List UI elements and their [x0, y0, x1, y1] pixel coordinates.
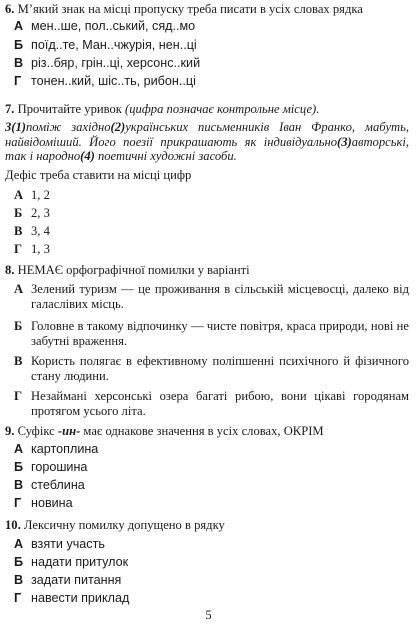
option-text: картоплина	[31, 442, 99, 456]
passage-text: поетичні художні засоби.	[94, 149, 237, 164]
option-letter: В	[14, 224, 23, 238]
suffix-mark: -ин-	[57, 424, 81, 438]
option-letter: Б	[14, 460, 24, 474]
option-d	[14, 389, 409, 419]
question-text: Лексичну помилку допущено в рядку	[23, 518, 225, 532]
gap-mark: (3)	[337, 134, 352, 149]
page-number: 5	[205, 608, 212, 622]
question-number: 6.	[5, 2, 15, 16]
option-letter: Г	[14, 389, 23, 403]
option-d	[14, 242, 409, 257]
option-text: стеблина	[31, 478, 85, 492]
option-text: поїд..те, Ман..чжурія, нен..ці	[31, 38, 197, 52]
question-7-prompt	[5, 168, 409, 183]
option-text: горошина	[31, 460, 88, 474]
option-b	[14, 206, 409, 221]
option-text: Користь полягає в ефективному поліпшенні психічного й фізичного стану людини.	[31, 354, 409, 383]
passage-text: українських письменників Іван Франко, мабуть, найвідоміший. Його поезії прикрашають як індивідуально	[5, 120, 410, 149]
option-text: новина	[31, 496, 73, 510]
option-text: навести приклад	[31, 591, 130, 605]
option-letter: А	[14, 442, 24, 456]
question-text-post: має однакове значення в усіх словах, ОКРІМ	[80, 424, 324, 438]
question-10	[5, 518, 409, 533]
option-text: мен..ше, пол..ський, сяд..мо	[31, 19, 196, 33]
option-letter: В	[14, 573, 24, 587]
option-letter: Г	[14, 496, 22, 510]
option-text: різ..бяр, грін..ці, херсонс..кий	[31, 56, 201, 70]
option-letter: Б	[14, 555, 24, 569]
option-c	[14, 354, 409, 384]
question-6	[5, 2, 409, 17]
option-c	[14, 478, 409, 493]
option-letter: А	[14, 188, 24, 202]
option-letter: В	[14, 354, 23, 368]
option-b	[14, 319, 409, 349]
prompt-text: Дефіс треба ставити на місці цифр	[5, 168, 192, 182]
option-letter: Б	[14, 38, 24, 52]
option-letter: А	[14, 282, 24, 296]
option-a	[14, 537, 409, 552]
question-text: Прочитайте уривок	[17, 102, 122, 116]
option-text: взяти участь	[31, 537, 105, 551]
question-number: 8.	[5, 263, 15, 277]
option-a	[14, 442, 409, 457]
option-text: Незаймані херсонські озера багаті рибою, вони цікаві городянам протягом усього літа.	[31, 389, 409, 418]
option-text: Зелений туризм — це проживання в сільській місцевосці, далеко від галаслівих місць.	[31, 282, 409, 311]
option-letter: Б	[14, 206, 23, 220]
option-letter: А	[14, 537, 24, 551]
option-text: тонен..кий, шіс..ть, рибон..ці	[31, 74, 196, 88]
passage	[5, 120, 409, 164]
option-text: 1, 2	[31, 188, 50, 202]
option-text: 2, 3	[31, 206, 50, 220]
option-a	[14, 282, 409, 312]
option-letter: Г	[14, 591, 22, 605]
gap-mark: (2)	[110, 120, 126, 134]
question-text: НЕМАЄ орфографічної помилки у варіанті	[17, 263, 250, 277]
option-text: надати притулок	[31, 555, 129, 569]
gap-mark: (4)	[80, 149, 95, 164]
option-c	[14, 573, 409, 588]
option-text: задати питання	[31, 573, 122, 587]
option-text: 3, 4	[31, 224, 50, 238]
option-letter: Г	[14, 74, 22, 88]
option-letter: А	[14, 19, 24, 33]
option-b	[14, 38, 409, 53]
question-number: 9.	[5, 424, 15, 438]
option-a	[14, 19, 409, 34]
question-text-pre: Суфікс	[17, 424, 58, 438]
gap-mark: 3(1)	[5, 120, 26, 134]
question-9	[5, 424, 409, 439]
option-letter: Б	[14, 319, 23, 333]
question-7	[5, 102, 409, 117]
option-d	[14, 74, 409, 89]
option-letter: В	[14, 56, 24, 70]
option-d	[14, 591, 409, 606]
option-c	[14, 56, 409, 71]
option-letter: Г	[14, 242, 23, 256]
option-text: 1, 3	[31, 242, 50, 256]
option-a	[14, 188, 409, 203]
option-text: Головне в такому відпочинку — чисте повітря, краса природи, нові не забутні враження.	[31, 319, 409, 348]
option-b	[14, 555, 409, 570]
question-8	[5, 263, 409, 278]
question-note: (цифра позначає контрольне місце).	[125, 102, 320, 116]
passage-text: авторські, так і народно	[5, 134, 409, 164]
option-c	[14, 224, 409, 239]
question-number: 10.	[5, 518, 21, 532]
option-letter: В	[14, 478, 24, 492]
passage-text: поміж західно	[25, 120, 111, 134]
question-text: М’який знак на місці пропуску треба писати в усіх словах рядка	[17, 2, 363, 16]
option-b	[14, 460, 409, 475]
option-d	[14, 496, 409, 511]
question-number: 7.	[5, 102, 15, 116]
